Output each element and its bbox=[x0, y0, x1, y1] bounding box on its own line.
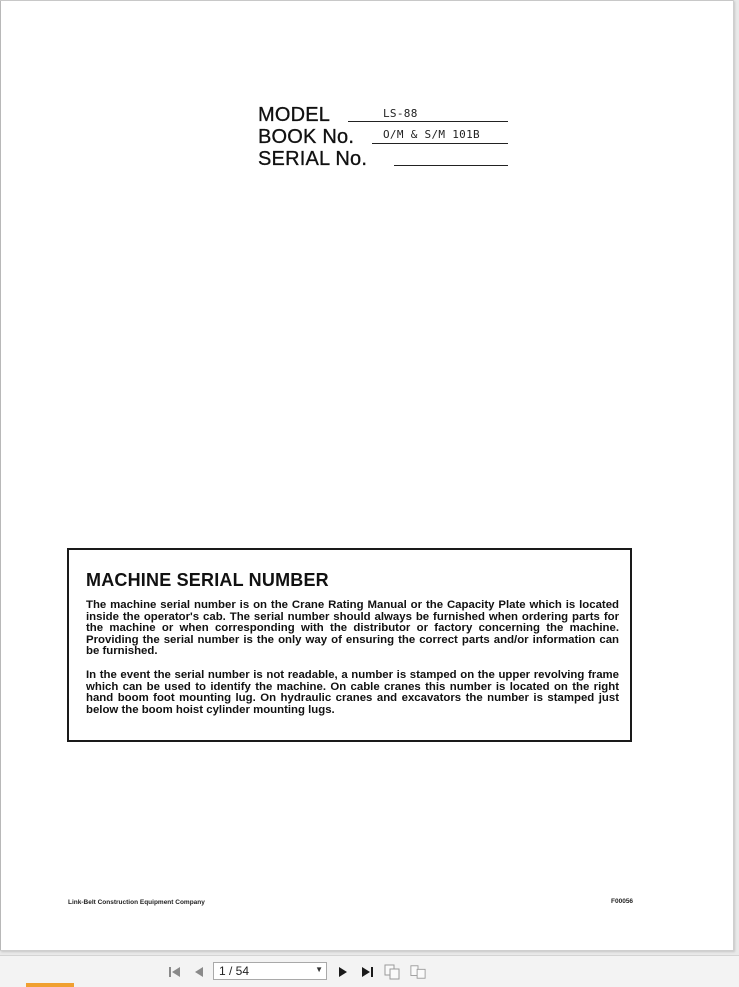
document-header bbox=[258, 104, 528, 170]
machine-serial-number-box bbox=[67, 548, 632, 742]
book-value: O/M & S/M 101B bbox=[383, 128, 480, 141]
copy-page-icon[interactable] bbox=[384, 964, 400, 980]
book-row bbox=[258, 126, 528, 148]
chevron-down-icon: ▼ bbox=[315, 965, 323, 974]
prev-page-icon[interactable] bbox=[191, 964, 207, 980]
page-left-edge bbox=[0, 0, 1, 950]
two-page-view-icon[interactable] bbox=[410, 964, 426, 980]
viewer-toolbar bbox=[0, 955, 739, 987]
serial-underline bbox=[394, 150, 508, 166]
first-page-icon[interactable] bbox=[167, 964, 183, 980]
page-top-edge bbox=[0, 0, 733, 1]
model-row bbox=[258, 104, 528, 126]
page-indicator: 1 / 54 bbox=[219, 964, 250, 978]
serial-box-paragraph-1: The machine serial number is on the Crane Rating Manual or the Capacity Plate which is located inside the operator's cab. The serial number should always be furnished when ordering parts for the machine or when corresponding with the distributor or factory concerning the machine. Providing the serial number is the only way of ensuring the correct parts and/or information can be furnished. bbox=[86, 599, 619, 657]
next-page-icon[interactable] bbox=[335, 964, 351, 980]
serial-box-title: MACHINE SERIAL NUMBER bbox=[86, 570, 329, 590]
serial-row bbox=[258, 148, 528, 170]
book-label: BOOK No. bbox=[258, 126, 355, 148]
page-number-select[interactable] bbox=[213, 962, 327, 980]
last-page-icon[interactable] bbox=[359, 964, 375, 980]
serial-label: SERIAL No. bbox=[258, 148, 368, 170]
footer-company: Link-Belt Construction Equipment Company bbox=[68, 899, 205, 906]
model-label: MODEL bbox=[258, 104, 331, 126]
footer-code: F00056 bbox=[611, 898, 634, 905]
model-value: LS-88 bbox=[383, 107, 418, 120]
progress-accent-bar bbox=[26, 983, 74, 987]
serial-box-paragraph-2: In the event the serial number is not readable, a number is stamped on the upper revolving frame which can be used to identify the machine. On cable cranes this number is located on the right hand boom foot mounting lug. On hydraulic cranes and excavators the number is stamped just below the boom hoist cylinder mounting lugs. bbox=[86, 669, 619, 716]
model-underline bbox=[348, 106, 508, 122]
